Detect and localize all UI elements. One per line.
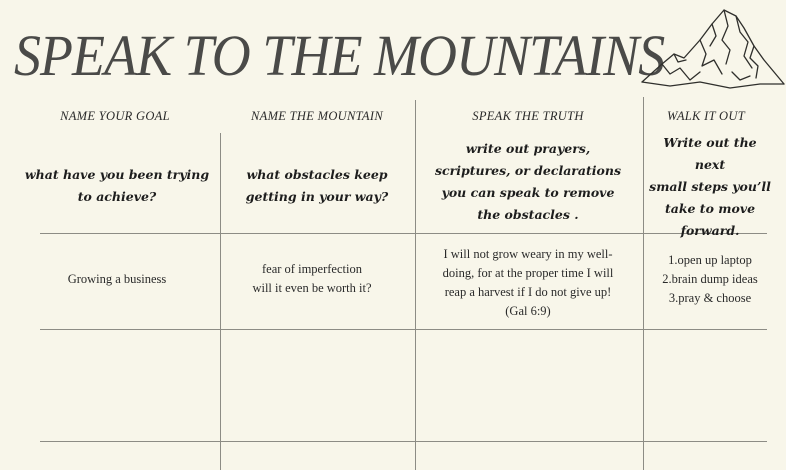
entry-mountain xyxy=(222,260,402,298)
prompt-line: what have you been trying xyxy=(24,167,210,182)
prompt-mountain xyxy=(222,164,412,208)
entry-line: 3.pray & choose xyxy=(668,291,752,305)
prompt-line: to achieve? xyxy=(77,189,157,204)
prompt-goal xyxy=(22,164,212,208)
divider-col-1 xyxy=(220,133,221,470)
prompt-line: take to move xyxy=(664,201,756,216)
prompt-line: scriptures, or declarations xyxy=(435,163,621,178)
entry-line: reap a harvest if I do not give up! xyxy=(444,285,612,299)
entry-line: 1.open up laptop xyxy=(668,253,752,267)
divider-col-2 xyxy=(415,100,416,470)
prompt-line: the obstacles . xyxy=(477,207,579,222)
entry-line: I will not grow weary in my well- xyxy=(443,247,613,261)
entry-line: fear of imperfection xyxy=(262,262,362,276)
mountain-illustration xyxy=(640,2,786,98)
prompt-line: you can speak to remove xyxy=(441,185,615,200)
header-speak-the-truth: SPEAK THE TRUTH xyxy=(472,109,584,123)
page-title: SPEAK TO THE MOUNTAINS xyxy=(14,23,665,88)
entry-walk xyxy=(647,251,773,308)
entry-truth xyxy=(417,245,639,321)
prompt-line: what obstacles keep xyxy=(246,167,388,182)
divider-col-3 xyxy=(643,234,644,470)
prompt-line: Write out the next xyxy=(663,135,757,172)
prompt-line: forward. xyxy=(680,223,740,238)
entry-line: will it even be worth it? xyxy=(252,281,372,295)
header-name-the-mountain: NAME THE MOUNTAIN xyxy=(251,109,383,123)
header-walk-it-out: WALK IT OUT xyxy=(667,109,745,123)
entry-line: (Gal 6:9) xyxy=(505,304,551,318)
entry-goal xyxy=(22,270,212,289)
prompt-line: write out prayers, xyxy=(465,141,591,156)
header-rule-right xyxy=(643,97,644,234)
entry-line: doing, for at the proper time I will xyxy=(442,266,614,280)
entry-line: Growing a business xyxy=(67,272,167,286)
entry-line: 2.brain dump ideas xyxy=(662,272,758,286)
prompt-line: getting in your way? xyxy=(245,189,389,204)
row-rule-3 xyxy=(40,441,767,442)
prompt-truth xyxy=(417,138,639,226)
prompt-walk xyxy=(647,132,773,242)
header-name-your-goal: NAME YOUR GOAL xyxy=(60,109,170,123)
row-rule-2 xyxy=(40,329,767,330)
prompt-line: small steps you’ll xyxy=(649,179,771,194)
